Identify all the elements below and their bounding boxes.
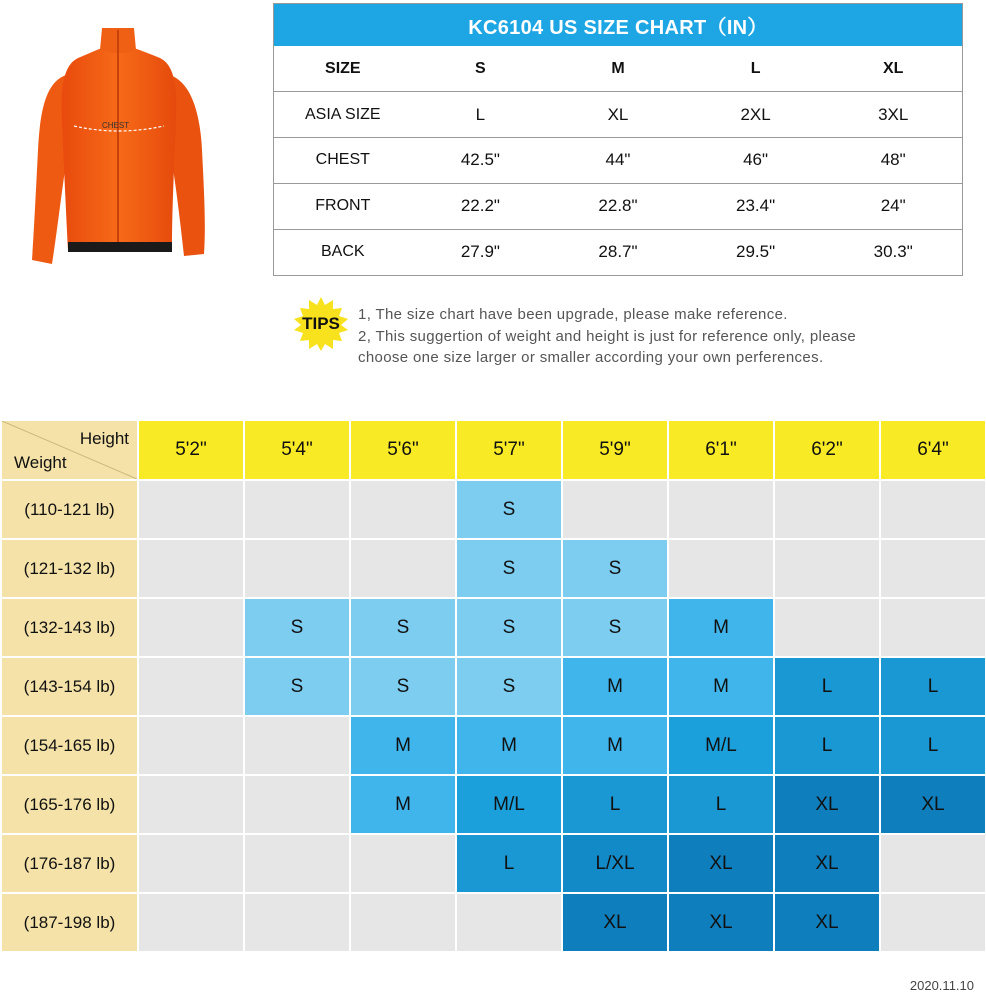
tip-line: 2, This suggertion of weight and height is just for reference only, please [358, 327, 857, 345]
size-cell [351, 835, 455, 892]
size-chart-row [274, 183, 962, 229]
table-cell: 27.9" [412, 229, 550, 275]
table-cell: 22.2" [412, 183, 550, 229]
size-cell [457, 894, 561, 951]
height-header: 5'6" [351, 421, 455, 479]
header-cell: S [475, 59, 486, 77]
height-weight-grid [2, 421, 985, 951]
size-cell: XL [775, 776, 879, 833]
chest-label: CHEST [102, 121, 130, 130]
table-cell: 44" [549, 138, 687, 184]
table-cell: 3XL [824, 92, 962, 138]
table-cell: 30.3" [824, 229, 962, 275]
size-chart-title: KC6104 US SIZE CHART（IN） [274, 4, 962, 46]
weight-header: (121-132 lb) [2, 540, 137, 597]
size-cell: L [881, 717, 985, 774]
size-cell: S [563, 540, 667, 597]
size-cell [881, 894, 985, 951]
size-cell: L [881, 658, 985, 715]
weight-header: (110-121 lb) [2, 481, 137, 538]
size-cell [669, 481, 773, 538]
size-cell [139, 658, 243, 715]
us-size-chart [273, 3, 963, 276]
size-cell [139, 599, 243, 656]
size-cell: XL [775, 835, 879, 892]
header-cell: L [750, 59, 761, 77]
size-cell [139, 481, 243, 538]
size-cell [775, 481, 879, 538]
table-cell: 42.5" [412, 138, 550, 184]
size-cell [881, 540, 985, 597]
size-cell [775, 540, 879, 597]
weight-header: (187-198 lb) [2, 894, 137, 951]
size-cell [563, 481, 667, 538]
row-label: ASIA SIZE [274, 92, 412, 138]
height-header: 5'9" [563, 421, 667, 479]
size-cell: M [563, 717, 667, 774]
header-cell: XL [882, 59, 904, 77]
weight-header: (165-176 lb) [2, 776, 137, 833]
size-cell [245, 776, 349, 833]
size-cell [139, 835, 243, 892]
table-cell: 24" [824, 183, 962, 229]
size-cell: XL [881, 776, 985, 833]
size-chart-header-row [274, 46, 962, 92]
size-cell [351, 481, 455, 538]
tip-line: 1, The size chart have been upgrade, please make reference. [358, 306, 788, 323]
size-cell [351, 540, 455, 597]
size-cell [669, 540, 773, 597]
size-cell [139, 717, 243, 774]
height-header: 6'4" [881, 421, 985, 479]
size-cell: M [669, 599, 773, 656]
header-cell: SIZE [325, 59, 361, 77]
size-cell: L [563, 776, 667, 833]
size-cell [881, 599, 985, 656]
size-cell [139, 540, 243, 597]
height-header: 6'2" [775, 421, 879, 479]
size-cell [245, 717, 349, 774]
table-cell: XL [549, 92, 687, 138]
grid-corner [2, 421, 137, 479]
size-cell: S [351, 658, 455, 715]
size-cell: S [457, 540, 561, 597]
table-cell: 48" [824, 138, 962, 184]
table-cell: 2XL [687, 92, 825, 138]
table-cell: 29.5" [687, 229, 825, 275]
tips-text [358, 304, 958, 369]
size-chart-row [274, 92, 962, 138]
size-chart-row [274, 138, 962, 184]
size-cell: XL [563, 894, 667, 951]
table-cell: 28.7" [549, 229, 687, 275]
size-cell [881, 481, 985, 538]
size-cell: L/XL [563, 835, 667, 892]
size-cell [245, 481, 349, 538]
size-cell [775, 599, 879, 656]
size-cell [881, 835, 985, 892]
size-cell: S [245, 658, 349, 715]
size-cell: M [457, 717, 561, 774]
height-header: 5'2" [139, 421, 243, 479]
tip-line: choose one size larger or smaller according your own perferences. [358, 349, 824, 366]
size-cell: L [457, 835, 561, 892]
size-cell: S [457, 599, 561, 656]
jacket-image [18, 20, 218, 282]
size-cell: S [563, 599, 667, 656]
row-label: CHEST [274, 138, 412, 184]
row-label: BACK [274, 229, 412, 275]
size-cell: S [351, 599, 455, 656]
height-header: 5'7" [457, 421, 561, 479]
size-chart-row [274, 229, 962, 275]
height-header: 6'1" [669, 421, 773, 479]
header-cell: M [611, 59, 625, 77]
size-cell: M [563, 658, 667, 715]
size-cell: L [669, 776, 773, 833]
table-cell: 46" [687, 138, 825, 184]
size-cell: L [775, 717, 879, 774]
size-cell [245, 835, 349, 892]
size-cell: S [457, 481, 561, 538]
weight-header: (132-143 lb) [2, 599, 137, 656]
tips-badge [292, 296, 350, 352]
table-cell: 22.8" [549, 183, 687, 229]
table-cell: L [412, 92, 550, 138]
size-cell: M/L [669, 717, 773, 774]
weight-label: Weight [14, 453, 67, 472]
size-cell: XL [775, 894, 879, 951]
size-chart-table [274, 46, 962, 275]
row-label: FRONT [274, 183, 412, 229]
size-cell [139, 776, 243, 833]
weight-header: (154-165 lb) [2, 717, 137, 774]
size-cell: M [351, 776, 455, 833]
height-label: Height [79, 429, 129, 448]
size-cell: M/L [457, 776, 561, 833]
size-cell [351, 894, 455, 951]
size-cell: S [245, 599, 349, 656]
size-cell [139, 894, 243, 951]
weight-header: (176-187 lb) [2, 835, 137, 892]
tips-badge-label: TIPS [302, 314, 340, 333]
date-stamp: 2020.11.10 [909, 978, 974, 993]
size-cell [245, 894, 349, 951]
weight-header: (143-154 lb) [2, 658, 137, 715]
size-cell: XL [669, 894, 773, 951]
size-cell: XL [669, 835, 773, 892]
table-cell: 23.4" [687, 183, 825, 229]
size-cell: M [351, 717, 455, 774]
size-cell: M [669, 658, 773, 715]
height-header: 5'4" [245, 421, 349, 479]
size-cell: S [457, 658, 561, 715]
size-cell: L [775, 658, 879, 715]
size-cell [245, 540, 349, 597]
